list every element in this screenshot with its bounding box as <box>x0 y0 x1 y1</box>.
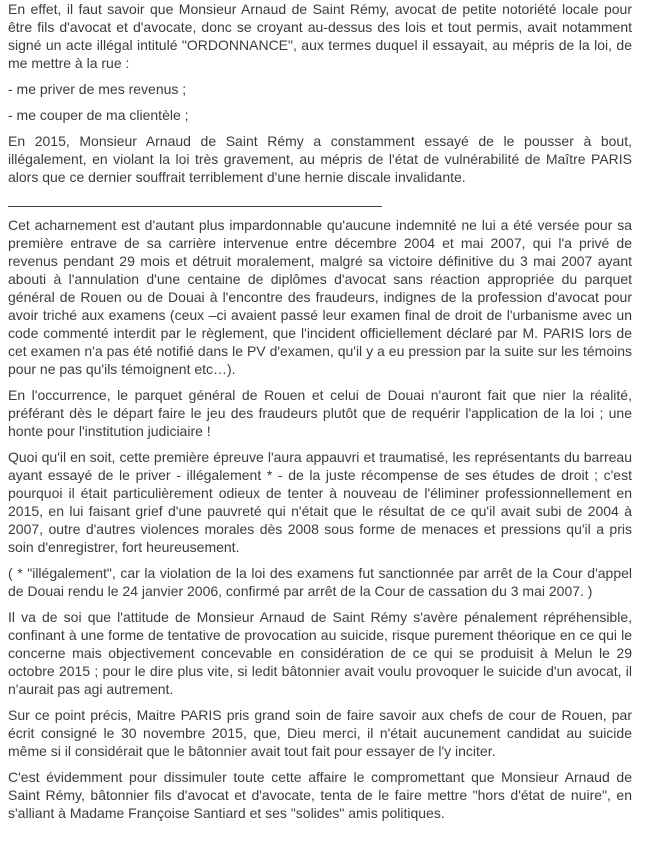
document-body <box>8 0 632 830</box>
paragraph-ordonnance: En effet, il faut savoir que Monsieur Arnaud de Saint Rémy, avocat de petite notoriété locale pour être fils d'avocat et d'avocate, donc se croyant au-dessus des lois et tout permis, avait notamment signé un acte illégal intitulé "ORDONNANCE", aux termes duquel il essayait, au mépris de la loi, de me mettre à la rue : <box>8 1 632 71</box>
paragraph-2015: En 2015, Monsieur Arnaud de Saint Rémy a constamment essayé de le pousser à bout, illégalement, en violant la loi très gravement, au mépris de l'état de vulnérabilité de Maître PARIS alors que ce dernier souffrait terriblement d'une hernie discale invalidante. <box>8 133 632 185</box>
paragraph-premiere-epreuve: Quoi qu'il en soit, cette première épreuve l'aura appauvri et traumatisé, les représentants du barreau ayant essayé de le priver - illégalement * - de la juste récompense de ses études de droit ; c'est pourquoi il était particulièrement odieux de tenter à nouveau de l'éliminer professionnellement en 2015, en lui faisant grief d'une pauvreté qui n'était que le résultat de ce qu'il avait subi de 2004 à 2007, outre d'autres violences morales dès 2008 sous forme de menaces et pressions qu'il a pris soin d'enregistrer, fort heureusement. <box>8 449 632 555</box>
paragraph-acharnement: Cet acharnement est d'autant plus impardonnable qu'aucune indemnité ne lui a été versée pour sa première entrave de sa carrière intervenue entre décembre 2004 et mai 2007, qui l'a privé de revenus pendant 29 mois et détruit moralement, malgré sa victoire définitive du 3 mai 2007 ayant abouti à l'annulation d'une centaine de diplômes d'avocat sans réaction appropriée du parquet général de Rouen ou de Douai à l'encontre des fraudeurs, indignes de la profession d'avocat pour avoir triché aux examens (ceux –ci avaient passé leur examen final de droit de l'urbanisme avec un code commenté interdit par le règlement, que l'incident officiellement déclaré par M. PARIS lors de cet examen n'a pas été notifié dans le PV d'examen, qu'il y a eu pression par la suite sur les témoins pour ne pas qu'ils témoignent etc…). <box>8 217 632 377</box>
paragraph-point-precis: Sur ce point précis, Maitre PARIS pris grand soin de faire savoir aux chefs de cour de Rouen, par écrit consigné le 30 novembre 2015, que, Dieu merci, il n'était aucunement candidat au suicide même si il considérait que le bâtonnier avait tout fait pour essayer de l'y inciter. <box>8 707 632 759</box>
separator-line <box>8 206 382 207</box>
paragraph-footnote-illegalement: ( * "illégalement", car la violation de la loi des examens fut sanctionnée par arrêt de la Cour d'appel de Douai rendu le 24 janvier 2006, confirmé par arrêt de la Cour de cassation du 3 mai 2007. ) <box>8 565 632 599</box>
paragraph-parquet: En l'occurrence, le parquet général de Rouen et celui de Douai n'auront fait que nier la réalité, préférant dès le départ faire le jeu des fraudeurs plutôt que de requérir l'application de la loi ; une honte pour l'institution judiciaire ! <box>8 387 632 439</box>
list-item-revenus: - me priver de mes revenus ; <box>8 81 187 97</box>
paragraph-dissimuler: C'est évidemment pour dissimuler toute cette affaire le compromettant que Monsieur Arnaud de Saint Rémy, bâtonnier fils d'avocat et d'avocate, tenta de le faire mettre "hors d'état de nuire", en s'alliant à Madame Françoise Santiard et ses "solides" amis politiques. <box>8 769 632 821</box>
paragraph-attitude: Il va de soi que l'attitude de Monsieur Arnaud de Saint Rémy s'avère pénalement répréhensible, confinant à une forme de tentative de provocation au suicide, risque purement théorique en ce qui le concerne mais objectivement concevable en considération de ce qui se produisit à Melun le 29 octobre 2015 ; pour le dire plus vite, si ledit bâtonnier avait voulu provoquer le suicide d'un avocat, il n'aurait pas agi autrement. <box>8 609 632 697</box>
list-item-clientele: - me couper de ma clientèle ; <box>8 107 189 123</box>
